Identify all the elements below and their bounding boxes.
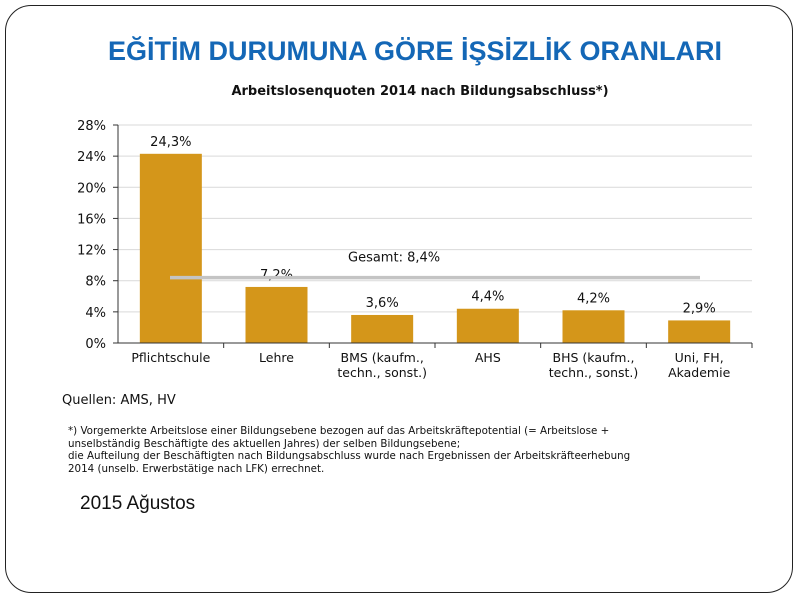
bar-value-label: 2,9% bbox=[682, 301, 716, 317]
bar-value-label: 4,2% bbox=[576, 291, 611, 307]
y-tick-label: 20% bbox=[77, 181, 106, 197]
bar-value-label: 24,3% bbox=[150, 134, 192, 150]
bar-value-label: 4,4% bbox=[471, 289, 505, 305]
y-tick-label: 24% bbox=[77, 150, 106, 166]
footnote-line: unselbständig Beschäftigte des aktuellen Jahres) der selben Bildungsebene; bbox=[68, 437, 461, 450]
bar-value-label: 3,6% bbox=[365, 295, 399, 311]
slide-title: EĞİTİM DURUMUNA GÖRE İŞSİZLİK ORANLARI bbox=[108, 36, 722, 66]
reference-line-label: Gesamt: 8,4% bbox=[348, 250, 441, 266]
x-tick-label: Pflichtschule bbox=[131, 350, 211, 365]
bar-value-label: 7,2% bbox=[259, 267, 294, 283]
footnote-line: die Aufteilung der Beschäftigten nach Bildungsabschluss wurde nach Ergebnissen der Arbeitskräfteerhebung bbox=[68, 450, 631, 462]
y-tick-label: 12% bbox=[77, 243, 106, 259]
x-tick-label: techn., sonst.) bbox=[337, 365, 427, 380]
x-tick-label: BMS (kaufm., bbox=[340, 350, 424, 365]
y-tick-label: 0% bbox=[85, 337, 106, 352]
bar bbox=[246, 287, 308, 343]
footnote-line: 2014 (unselb. Erwerbstätige nach LFK) errechnet. bbox=[68, 462, 325, 475]
x-tick-label: AHS bbox=[474, 350, 501, 365]
bar bbox=[140, 154, 202, 343]
bar bbox=[563, 310, 625, 343]
y-tick-label: 28% bbox=[77, 119, 106, 134]
date-label: 2015 Ağustos bbox=[80, 493, 196, 514]
y-tick-label: 16% bbox=[77, 212, 106, 228]
footnote bbox=[68, 425, 788, 475]
source-note: Quellen: AMS, HV bbox=[62, 393, 176, 408]
x-tick-label: Akademie bbox=[668, 365, 731, 380]
x-tick-label: techn., sonst.) bbox=[548, 365, 639, 380]
footnote-line: *) Vorgemerkte Arbeitslose einer Bildungsebene bezogen auf das Arbeitskräftepotential (= Arbeitslose + bbox=[68, 425, 610, 437]
y-tick-label: 8% bbox=[85, 274, 106, 290]
bar bbox=[351, 315, 413, 343]
bar bbox=[457, 309, 519, 343]
bar bbox=[668, 320, 730, 343]
y-tick-label: 4% bbox=[85, 305, 106, 321]
x-tick-label: BHS (kaufm., bbox=[552, 350, 635, 365]
chart-title: Arbeitslosenquoten 2014 nach Bildungsabschluss*) bbox=[231, 84, 609, 99]
x-tick-label: Uni, FH, bbox=[674, 350, 724, 365]
x-tick-label: Lehre bbox=[259, 350, 294, 365]
